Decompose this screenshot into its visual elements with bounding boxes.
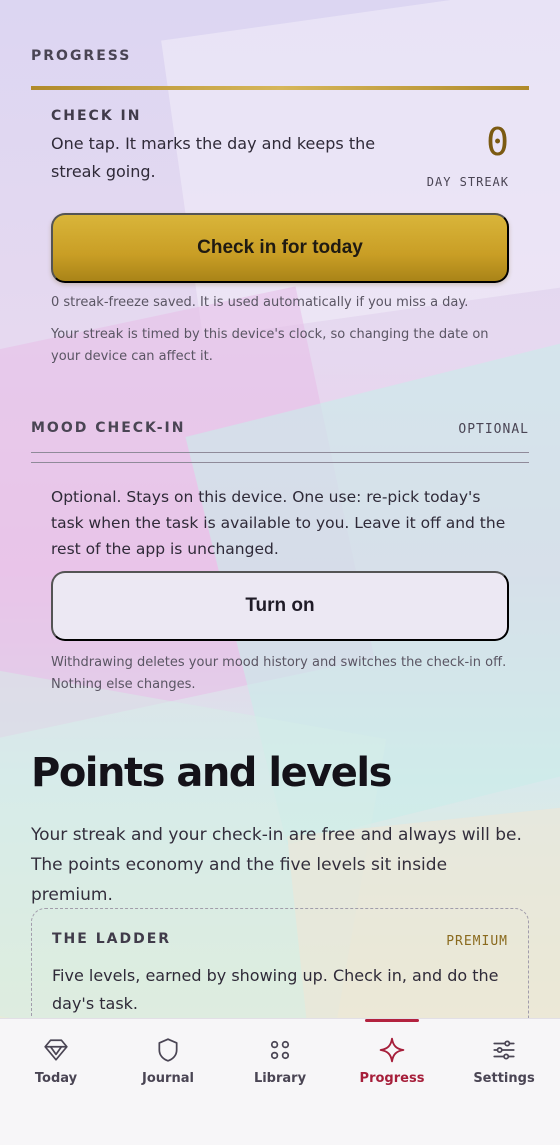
- section-label-progress: PROGRESS: [31, 48, 132, 64]
- ladder-description: Five levels, earned by showing up. Check in, and do the day's task.: [52, 966, 499, 1013]
- grid-dots-icon: [267, 1037, 293, 1063]
- turn-on-button[interactable]: Turn on: [51, 571, 509, 641]
- nav-label-today: Today: [34, 1071, 78, 1086]
- sliders-icon: [491, 1037, 517, 1063]
- optional-tag: OPTIONAL: [458, 422, 529, 437]
- shield-icon: [155, 1037, 181, 1063]
- check-in-description: One tap. It marks the day and keeps the streak going.: [51, 134, 376, 181]
- nav-label-settings: Settings: [473, 1071, 535, 1086]
- nav-label-journal: Journal: [142, 1071, 194, 1086]
- device-clock-note: Your streak is timed by this device's clock, so changing the date on your device can affect it.: [51, 327, 489, 364]
- nav-item-library[interactable]: [224, 1019, 336, 1119]
- streak-caption: DAY STREAK: [426, 175, 509, 189]
- nav-label-library: Library: [253, 1071, 307, 1086]
- nav-item-settings[interactable]: [448, 1019, 560, 1119]
- ladder-label: THE LADDER: [52, 931, 172, 947]
- streak-freeze-note: 0 streak-freeze saved. It is used automatically if you miss a day.: [51, 295, 469, 310]
- check-in-label: CHECK IN: [51, 108, 142, 124]
- gem-icon: [43, 1037, 69, 1063]
- withdraw-note: Withdrawing deletes your mood history and switches the check-in off. Nothing else changes.: [51, 655, 507, 692]
- mood-divider-bottom: [31, 462, 529, 463]
- progress-gold-divider: [31, 86, 529, 90]
- bottom-nav: [0, 1018, 560, 1145]
- points-title: Points and levels: [31, 750, 391, 796]
- points-lead: Your streak and your check-in are free and always will be. The points economy and the five levels sit inside premium.: [31, 825, 522, 905]
- nav-item-today[interactable]: [0, 1019, 112, 1119]
- premium-tag: PREMIUM: [446, 934, 508, 949]
- nav-item-journal[interactable]: [112, 1019, 224, 1119]
- mood-divider-top: [31, 452, 529, 453]
- section-label-mood: MOOD CHECK-IN: [31, 420, 186, 436]
- streak-count: 0: [486, 120, 509, 164]
- nav-item-progress[interactable]: [336, 1019, 448, 1119]
- check-in-button[interactable]: Check in for today: [51, 213, 509, 283]
- mood-description: Optional. Stays on this device. One use: re-pick today's task when the task is available to you. Leave it off and the rest of the app is unchanged.: [51, 488, 506, 558]
- nav-label-progress: Progress: [359, 1071, 425, 1086]
- sparkle-icon: [379, 1037, 405, 1063]
